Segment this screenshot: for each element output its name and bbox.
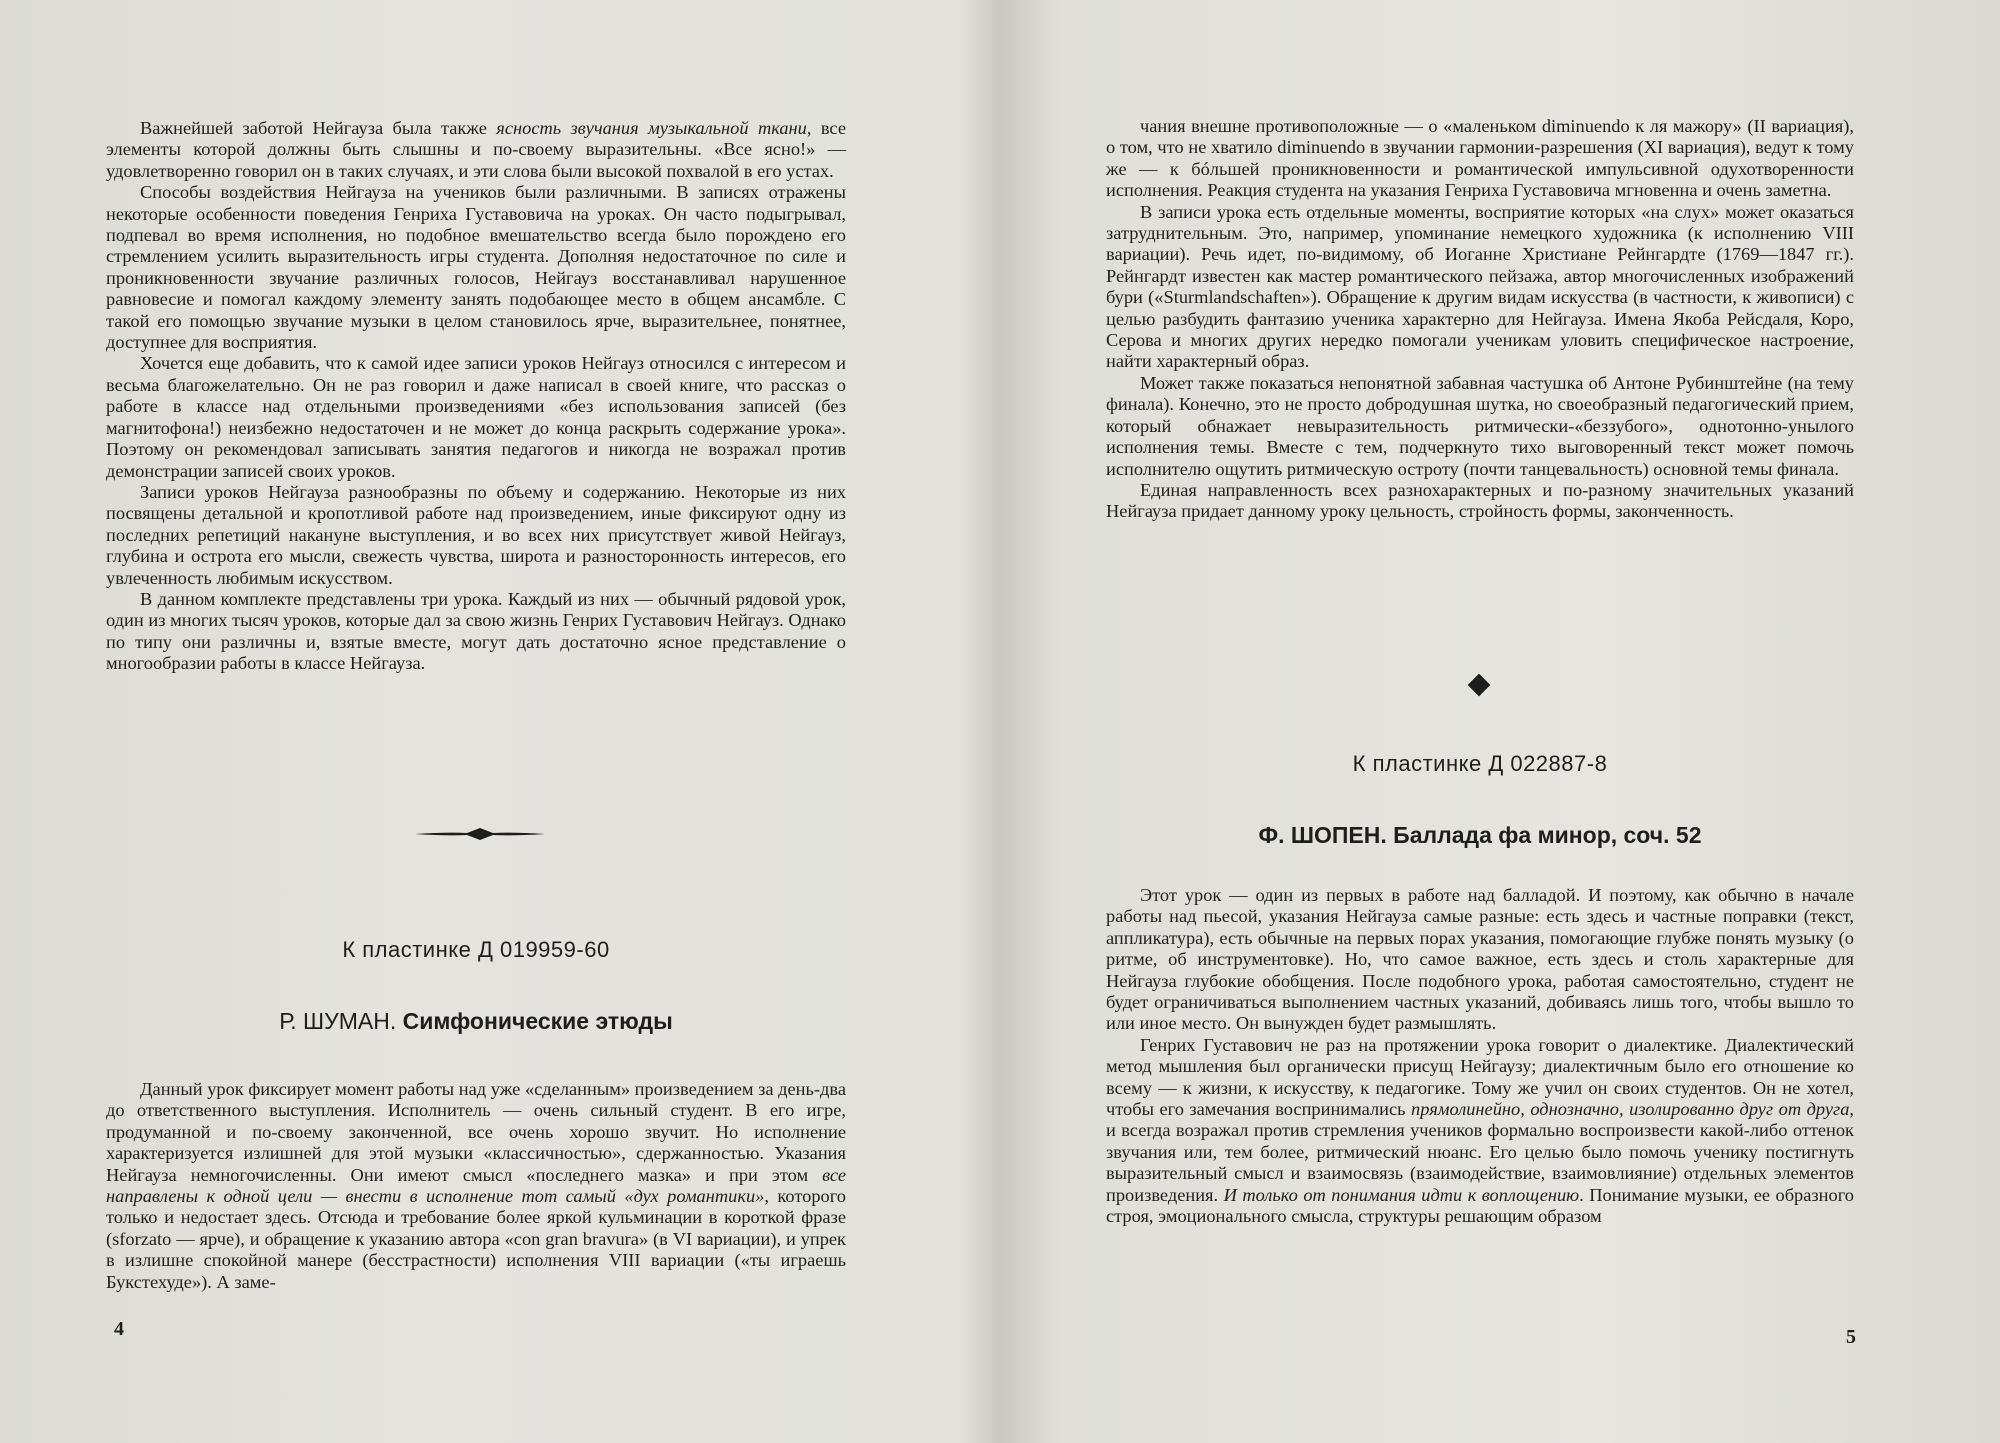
text-run: Этот урок — один из первых в работе над балладой. И поэтому, как обычно в начале работы над пьесой, указания Нейгауза самые разные: есть здесь и частные поправки (текст, аппликатура), есть обычные на первых порах указания, помогающие глубже понять музыку (о ритме, об инструментовке). Но, что самое важное, есть здесь и столь характерные для Нейгауза глубокие обобщения. После подобного урока, работая самостоятельно, студент не будет ограничиваться выполнением частных указаний, добиваясь лишь того, чтобы вышло то или иное место. Он вынужден будет размышлять. xyxy=(1106,885,1854,1034)
paragraph xyxy=(106,182,846,353)
piece-title-schumann xyxy=(106,1008,846,1035)
record-heading-schumann: К пластинке Д 019959-60 xyxy=(342,937,610,962)
paragraph xyxy=(1106,116,1854,202)
text-run: Единая направленность всех разнохарактерных и по-разному значительных указаний Нейгауза придает данному уроку цельность, стройность формы, законченность. xyxy=(1106,479,1854,522)
paragraph xyxy=(106,1079,846,1293)
text-run: В записи урока есть отдельные моменты, восприятие которых «на слух» может оказаться затруднительным. Это, например, упоминание немецкого художника (к исполнению VIII вариации). Речь идет, по-видимому, об Иоганне Христиане Рейнгардте (1769—1847 гг.). Рейнгардт известен как мастер романтического пейзажа, автор многочисленных изображений бури («Sturmlandschaften»). Обращение к другим видам искусства (в частности, к живописи) с целью разбудить фантазию ученика характерно для Нейгауза. Имена Якоба Рейсдаля, Коро, Серова и многих других нередко помогали ученикам уловить специфическое настроение, найти характерный образ. xyxy=(1106,201,1854,372)
paragraph xyxy=(1106,885,1854,1035)
page-number-right: 5 xyxy=(1846,1326,1856,1348)
text-run: В данном комплекте представлены три урока. Каждый из них — обычный рядовой урок, один из многих тысяч уроков, которые дал за свою жизнь Генрих Густавович Нейгауз. Однако по типу они различны и, взятые вместе, могут дать достаточно ясное представление о многообразии работы в классе Нейгауза. xyxy=(106,588,846,674)
right-continued-text xyxy=(1106,116,1854,523)
composer-name: Р. ШУМАН. xyxy=(279,1008,397,1034)
text-run: , все элементы которой должны быть слышны и по-своему выразительны. «Все ясно!» — удовлетворенно говорил он в таких случаях, и эти слова были высокой похвалой в его устах. xyxy=(106,118,846,181)
work-title: Симфонические этюды xyxy=(402,1008,673,1034)
chopin-full-title xyxy=(1258,822,1701,848)
work-title: Баллада фа минор, соч. 52 xyxy=(1393,822,1702,848)
left-intro-text xyxy=(106,118,846,675)
chopin-lesson-text xyxy=(1106,885,1854,1228)
text-run: Данный урок фиксирует момент работы над уже «сделанным» произведением за день-два до ответственного выступления. Исполнитель — очень сильный студент. В его игре, продуманной и по-своему законченной, все очень хорошо звучит. Но исполнение характеризуется излишней для этой музыки «классичностью», сдержанностью. Указания Нейгауза немногочисленны. Они имеют смысл «последнего мазка» и при этом xyxy=(106,1079,846,1185)
composer-name: Ф. ШОПЕН. xyxy=(1258,822,1387,848)
text-run: . Понимание музыки, ее образного строя, эмоционального смысла, структуры решающим образом xyxy=(1106,1184,1854,1227)
page-number-left: 4 xyxy=(114,1318,124,1340)
paragraph xyxy=(1106,202,1854,373)
paragraph xyxy=(106,353,846,481)
text-run: Важнейшей заботой Нейгауза была также xyxy=(140,118,497,138)
paragraph xyxy=(1106,480,1854,523)
paragraph xyxy=(106,589,846,675)
italic-emphasis: все направлены к одной цели — внести в исполнение тот самый «дух романтики» xyxy=(106,1164,846,1207)
text-run: Записи уроков Нейгауза разнообразны по объему и содержанию. Некоторые из них посвящены детальной и кропотливой работе над произведением, иные фиксируют одну из последних репетиций накануне выступления, и во всех них присутствует живой Нейгауз, глубина и острота его мысли, свежесть чувства, широта и разносторонность интересов, его увлеченность любимым искусством. xyxy=(106,481,846,588)
text-run: Может также показаться непонятной забавная частушка об Антоне Рубинштейне (на тему финала). Конечно, это не просто добродушная шутка, но своеобразный педагогический прием, который обнажает невыразительность ритмически-«беззубого», однотонно-унылого исполнения темы. Вместе с тем, подчеркнуто тихо выговоренный текст может помочь исполнителю ощутить ритмическую остроту (почти танцевальность) основной темы финала. xyxy=(1106,372,1854,479)
record-heading-chopin: К пластинке Д 022887-8 xyxy=(1352,751,1608,776)
text-run: Генрих Густавович не раз на протяжении урока говорит о диалектике. Диалектический метод мышления был органически присущ Нейгаузу; диалектичным было его отношение ко всему — к жизни, к искусству, к педагогике. Тому же учил он своих студентов. Он не хотел, чтобы его замечания воспринимались xyxy=(1106,1034,1854,1120)
italic-emphasis: прямолинейно, однозначно, изолированно друг от друга xyxy=(1411,1099,1850,1120)
paragraph xyxy=(106,118,846,182)
paragraph xyxy=(1106,373,1854,480)
schumann-lesson-text xyxy=(106,1079,846,1293)
text-run: чания внешне противоположные — о «маленьком diminuendo к ля мажору» (II вариация), о том, что не хватило diminuendo в звучании гармонии-разрешения (XI вариация), ведут к тому же — к бóльшей проникновенности и романтической импульсивной одухотворенности исполнения. Реакция студента на указания Генриха Густавовича мгновенна и очень заметна. xyxy=(1106,116,1854,201)
text-run: Хочется еще добавить, что к самой идее записи уроков Нейгауз относился с интересом и весьма благожелательно. Он не раз говорил и даже написал в своей книге, что рассказ о работе в классе над отдельными произведениями «без использования записей (без магнитофона!) неизбежно недостаточен и не может до конца раскрыть содержание урока». Поэтому он рекомендовал записывать занятия педагогов и никогда не возражал против демонстрации записей своих уроков. xyxy=(106,353,846,481)
italic-emphasis: ясность звучания музыкальной ткани xyxy=(496,118,807,138)
paragraph xyxy=(106,482,846,589)
ornament-divider xyxy=(415,826,545,842)
paragraph xyxy=(1106,1035,1854,1228)
italic-emphasis: И только от понимания идти к воплощению xyxy=(1223,1184,1580,1205)
text-run: , и всегда возражал против стремления учеников формально воспроизвести какой-либо оттенок звучания или, тем более, ритмический нюанс. Его целью было помочь ученику постигнуть выразительный смысл и взаимосвязь (взаимодействие, взаимовлияние) отдельных элементов произведения. xyxy=(1106,1099,1855,1205)
text-run: Способы воздействия Нейгауза на учеников были различными. В записях отражены некоторые особенности поведения Генриха Густавовича на уроках. Он часто подыгрывал, подпевал во время исполнения, но подобное вмешательство всегда было порождено его стремлением усилить выразительность игры студента. Дополняя недостаточное по силе и проникновенности звучание различных голосов, Нейгауз восстанавливал нарушенное равновесие и помогал каждому элементу занять подобающее место в общем ансамбле. С такой его помощью звучание музыки в целом становилось ярче, выразительнее, понятнее, доступнее для восприятия. xyxy=(106,182,846,353)
piece-title-chopin xyxy=(1106,822,1854,849)
text-run: , которого только и недостает здесь. Отсюда и требование более яркой кульминации в короткой фразе (sforzato — ярче), и обращение к указанию автора «con gran bravura» (в VI вариации), и упрек в излишне спокойной манере (бесстрастности) исполнения VIII вариации («ты играешь Букстехуде»). А заме- xyxy=(106,1186,846,1292)
